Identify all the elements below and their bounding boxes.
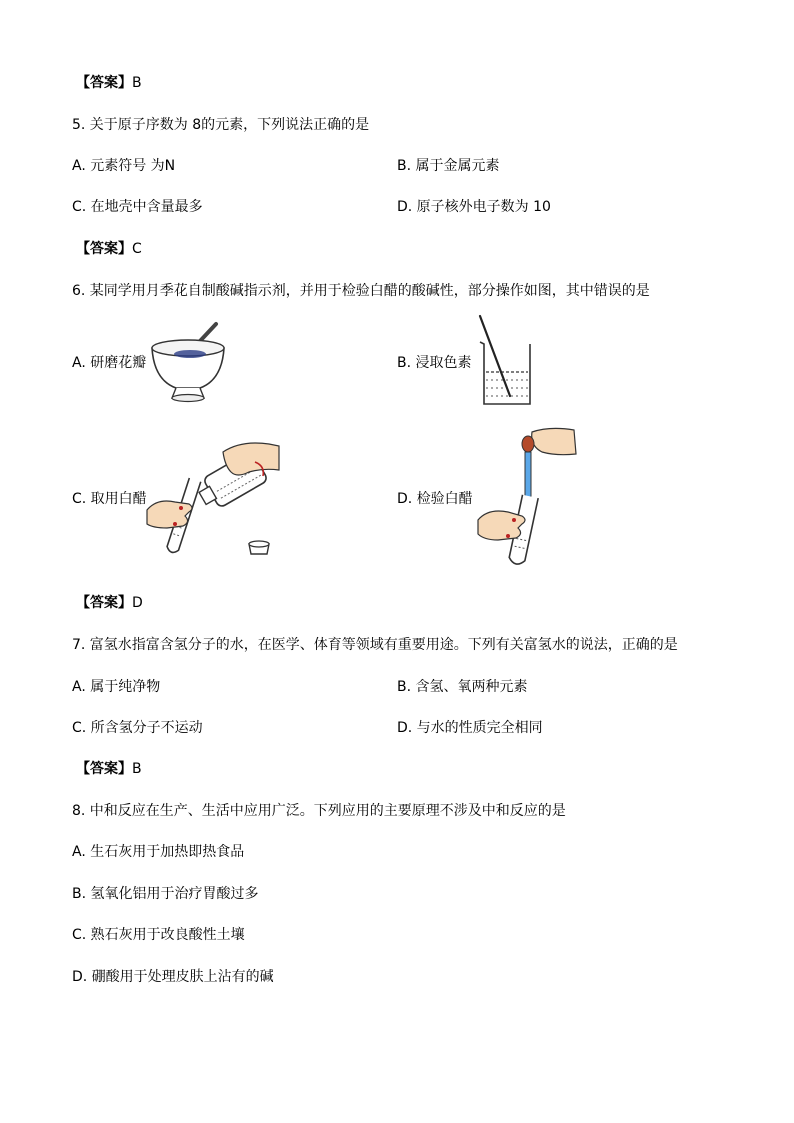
mortar-and-pestle-figure — [148, 318, 228, 406]
question-6-option-a: A. 研磨花瓣 — [72, 355, 147, 371]
question-7-option-a: A. 属于纯净物 — [72, 679, 161, 695]
question-8-option-c: C. 熟石灰用于改良酸性土壤 — [72, 927, 245, 943]
question-7-option-c: C. 所含氢分子不运动 — [72, 720, 203, 736]
beaker-with-glass-rod-figure — [474, 314, 538, 408]
question-8-stem: 8. 中和反应在生产、生活中应用广泛。下列应用的主要原理不涉及中和反应的是 — [72, 803, 566, 819]
question-7-option-b: B. 含氢、氧两种元素 — [397, 679, 528, 695]
question-8-option-b: B. 氢氧化铝用于治疗胃酸过多 — [72, 886, 259, 902]
question-6-option-c: C. 取用白醋 — [72, 491, 147, 507]
right-hand — [223, 443, 279, 475]
question-8-option-a: A. 生石灰用于加热即热食品 — [72, 844, 245, 860]
answer-value: B — [132, 761, 142, 777]
answer-label: 【答案】 — [76, 241, 132, 257]
answer-q4 — [76, 74, 142, 92]
question-6-option-b: B. 浸取色素 — [397, 355, 472, 371]
question-6-stem: 6. 某同学用月季花自制酸碱指示剂，并用于检验白醋的酸碱性，部分操作如图，其中错误的是 — [72, 283, 650, 299]
answer-label: 【答案】 — [76, 761, 132, 777]
question-5-option-a: A. 元素符号 为N — [72, 158, 176, 174]
answer-q5 — [76, 240, 142, 258]
question-5-option-b: B. 属于金属元素 — [397, 158, 500, 174]
answer-label: 【答案】 — [76, 595, 132, 611]
answer-value: D — [132, 595, 143, 611]
pouring-vinegar-figure — [145, 432, 280, 562]
question-5-stem: 5. 关于原子序数为 8的元素，下列说法正确的是 — [72, 117, 370, 133]
left-hand — [478, 511, 525, 540]
question-7-stem: 7. 富氢水指富含氢分子的水，在医学、体育等领域有重要用途。下列有关富氢水的说法，正确的是 — [72, 637, 678, 653]
dropper-test-figure — [474, 426, 578, 572]
answer-label: 【答案】 — [76, 75, 132, 91]
answer-value: C — [132, 241, 142, 257]
question-6-option-d: D. 检验白醋 — [397, 491, 473, 507]
answer-q6 — [76, 594, 143, 612]
dropper-bulb — [522, 436, 534, 452]
answer-q7 — [76, 760, 142, 778]
answer-value: B — [132, 75, 142, 91]
question-8-option-d: D. 硼酸用于处理皮肤上沾有的碱 — [72, 969, 274, 985]
question-7-option-d: D. 与水的性质完全相同 — [397, 720, 543, 736]
question-5-option-d: D. 原子核外电子数为 10 — [397, 199, 551, 215]
right-hand — [532, 428, 576, 454]
petals — [174, 350, 206, 358]
question-5-option-c: C. 在地壳中含量最多 — [72, 199, 203, 215]
left-hand — [147, 501, 192, 528]
